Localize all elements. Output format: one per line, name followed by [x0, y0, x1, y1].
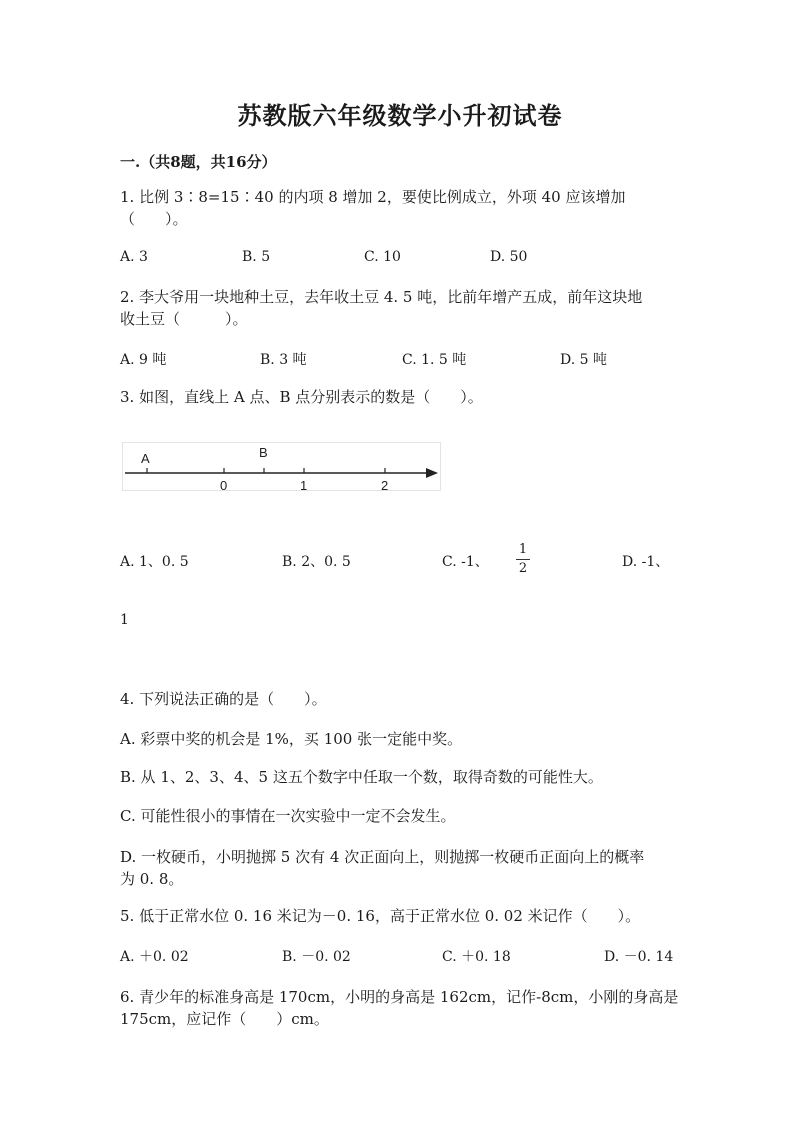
q2-option-d: D. 5 吨: [560, 352, 607, 368]
page-title: 苏教版六年级数学小升初试卷: [237, 101, 563, 130]
q4-statement-d-cont: 为 0. 8。: [120, 870, 184, 888]
q3-option-c-fraction: [516, 543, 530, 576]
figure-frame: [123, 443, 441, 491]
q3-option-c: C. -1、: [442, 554, 489, 570]
q1-option-c: C. 10: [364, 249, 401, 265]
question-5-text: 5. 低于正常水位 0. 16 米记为－0. 16，高于正常水位 0. 02 米记作（ ）。: [120, 907, 641, 925]
q2-option-c: C. 1. 5 吨: [402, 352, 467, 368]
q5-option-a: A. ＋0. 02: [120, 949, 189, 965]
section-heading: 一.（共8题，共16分）: [120, 153, 277, 171]
q3-option-d: D. -1、: [622, 554, 670, 570]
fraction-bar: [516, 559, 530, 560]
q3-option-d-cont: 1: [120, 612, 129, 628]
q4-statement-d: D. 一枚硬币，小明抛掷 5 次有 4 次正面向上，则抛掷一枚硬币正面向上的概率: [120, 848, 645, 866]
q4-statement-b: B. 从 1、2、3、4、5 这五个数字中任取一个数，取得奇数的可能性大。: [120, 768, 603, 786]
number-line-figure: [120, 440, 444, 494]
question-6-text: 6. 青少年的标准身高是 170cm，小明的身高是 162cm，记作-8cm，小刚的身高是: [120, 988, 679, 1006]
question-1-text-cont: （ ）。: [120, 210, 188, 228]
question-6-text-cont: 175cm，应记作（ ）cm。: [120, 1010, 329, 1028]
q5-option-d: D. －0. 14: [604, 949, 674, 965]
q3-option-b: B. 2、0. 5: [282, 554, 351, 570]
question-2-text: 2. 李大爷用一块地种土豆，去年收土豆 4. 5 吨，比前年增产五成，前年这块地: [120, 288, 643, 306]
question-3-text: 3. 如图，直线上 A 点、B 点分别表示的数是（ ）。: [120, 388, 483, 406]
q2-option-b: B. 3 吨: [260, 352, 307, 368]
label-a: A: [141, 451, 150, 466]
fraction-numerator: 1: [518, 542, 528, 557]
q5-option-c: C. ＋0. 18: [442, 949, 511, 965]
q4-statement-c: C. 可能性很小的事情在一次实验中一定不会发生。: [120, 807, 456, 825]
arrow-head: [426, 468, 438, 478]
q2-option-a: A. 9 吨: [120, 352, 167, 368]
question-1-text: 1. 比例 3∶8=15∶40 的内项 8 增加 2，要使比例成立，外项 40 应该增加: [120, 188, 626, 206]
question-2-text-cont: 收土豆（ ）。: [120, 310, 248, 328]
tick-label-2: 2: [381, 478, 389, 493]
label-b: B: [259, 445, 268, 460]
q1-option-b: B. 5: [242, 249, 271, 265]
tick-label-1: 1: [300, 478, 308, 493]
question-4-text: 4. 下列说法正确的是（ ）。: [120, 690, 327, 708]
q1-option-a: A. 3: [120, 249, 148, 265]
q4-statement-a: A. 彩票中奖的机会是 1%，买 100 张一定能中奖。: [120, 730, 463, 748]
q3-option-a: A. 1、0. 5: [120, 554, 189, 570]
q1-option-d: D. 50: [490, 249, 528, 265]
q5-option-b: B. －0. 02: [282, 949, 351, 965]
tick-label-0: 0: [220, 478, 228, 493]
fraction-denominator: 2: [518, 561, 528, 576]
